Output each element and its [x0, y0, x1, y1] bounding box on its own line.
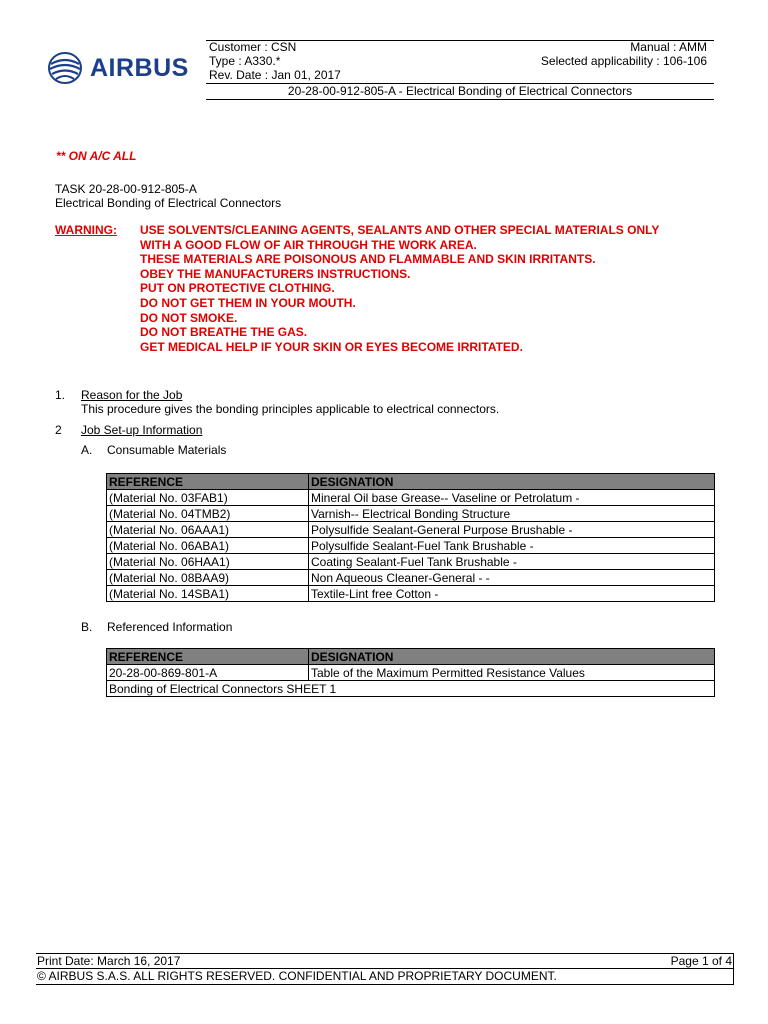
table-header-row: [107, 649, 715, 665]
cell-designation: Polysulfide Sealant-Fuel Tank Brushable -: [309, 538, 715, 554]
table-row: [107, 586, 715, 602]
header-rev-date: Rev. Date : Jan 01, 2017: [209, 68, 341, 82]
table-row: [107, 665, 715, 681]
warning-label: WARNING:: [55, 223, 117, 237]
header-rule-bottom: [206, 99, 714, 100]
referenced-info-table: [106, 648, 715, 697]
cell-reference: (Material No. 04TMB2): [107, 506, 309, 522]
footer-page-number: Page 1 of 4: [670, 954, 732, 968]
cell-designation: Table of the Maximum Permitted Resistance Values: [309, 665, 715, 681]
warning-line: GET MEDICAL HELP IF YOUR SKIN OR EYES BECOME IRRITATED.: [140, 339, 523, 354]
cell-reference: 20-28-00-869-801-A: [107, 665, 309, 681]
airbus-globe-icon: [46, 50, 86, 86]
task-name: Electrical Bonding of Electrical Connectors: [55, 196, 282, 210]
column-header-reference: REFERENCE: [107, 474, 309, 490]
cell-designation: Textile-Lint free Cotton -: [309, 586, 715, 602]
table-header-row: [107, 474, 715, 490]
ac-all-label: ** ON A/C ALL: [56, 149, 137, 163]
cell-reference: (Material No. 14SBA1): [107, 586, 309, 602]
section-2-number: 2: [55, 423, 62, 437]
subsection-b-letter: B.: [81, 620, 93, 634]
warning-line: PUT ON PROTECTIVE CLOTHING.: [140, 281, 335, 296]
subsection-a-title: Consumable Materials: [107, 443, 227, 457]
cell-designation: Non Aqueous Cleaner-General - -: [309, 570, 715, 586]
cell-reference: (Material No. 06HAA1): [107, 554, 309, 570]
table-row: [107, 538, 715, 554]
warning-line: USE SOLVENTS/CLEANING AGENTS, SEALANTS AND OTHER SPECIAL MATERIALS ONLY: [140, 223, 660, 237]
header-type: Type : A330.*: [209, 54, 281, 68]
column-header-reference: REFERENCE: [107, 649, 309, 665]
table-row: [107, 681, 715, 697]
table-row: [107, 506, 715, 522]
subsection-b-title: Referenced Information: [107, 620, 233, 634]
warning-line: DO NOT SMOKE.: [140, 310, 238, 325]
cell-designation: Polysulfide Sealant-General Purpose Brushable -: [309, 522, 715, 538]
table-row: [107, 490, 715, 506]
table-row: [107, 570, 715, 586]
footer-print-date: Print Date: March 16, 2017: [37, 954, 181, 968]
header-applicability: Selected applicability : 106-106: [540, 54, 707, 68]
consumables-table: [106, 473, 715, 602]
section-1-number: 1.: [55, 388, 66, 402]
footer-rule-right: [733, 953, 734, 984]
table-row: [107, 554, 715, 570]
column-header-designation: DESIGNATION: [309, 649, 715, 665]
cell-reference: (Material No. 08BAA9): [107, 570, 309, 586]
subsection-a-letter: A.: [81, 443, 93, 457]
warning-line: DO NOT GET THEM IN YOUR MOUTH.: [140, 295, 356, 310]
footer-copyright: © AIRBUS S.A.S. ALL RIGHTS RESERVED. CONFIDENTIAL AND PROPRIETARY DOCUMENT.: [37, 969, 557, 983]
cell-reference: (Material No. 06AAA1): [107, 522, 309, 538]
cell-reference: (Material No. 06ABA1): [107, 538, 309, 554]
cell-designation: Coating Sealant-Fuel Tank Brushable -: [309, 554, 715, 570]
column-header-designation: DESIGNATION: [309, 474, 715, 490]
warning-line: WITH A GOOD FLOW OF AIR THROUGH THE WORK AREA.: [140, 237, 477, 252]
section-1-text: This procedure gives the bonding principles applicable to electrical connectors.: [81, 402, 500, 416]
cell-designation: Mineral Oil base Grease-- Vaseline or Petrolatum -: [309, 490, 715, 506]
footer-rule-bottom: [36, 984, 734, 985]
airbus-logo: [46, 50, 206, 86]
cell-spanning: Bonding of Electrical Connectors SHEET 1: [107, 681, 715, 697]
warning-text: [140, 223, 720, 354]
warning-line: THESE MATERIALS ARE POISONOUS AND FLAMMABLE AND SKIN IRRITANTS.: [140, 252, 596, 267]
task-id: TASK 20-28-00-912-805-A: [55, 182, 197, 196]
header-customer: Customer : CSN: [209, 40, 297, 54]
table-row: [107, 522, 715, 538]
warning-line: OBEY THE MANUFACTURERS INSTRUCTIONS.: [140, 266, 411, 281]
airbus-logo-text: AIRBUS: [90, 54, 189, 82]
cell-reference: (Material No. 03FAB1): [107, 490, 309, 506]
header-manual: Manual : AMM: [630, 40, 707, 54]
warning-line: DO NOT BREATHE THE GAS.: [140, 325, 308, 340]
header-task-title: 20-28-00-912-805-A - Electrical Bonding of Electrical Connectors: [287, 84, 633, 98]
section-1-title: Reason for the Job: [81, 388, 183, 402]
cell-designation: Varnish-- Electrical Bonding Structure: [309, 506, 715, 522]
section-2-title: Job Set-up Information: [81, 423, 203, 437]
